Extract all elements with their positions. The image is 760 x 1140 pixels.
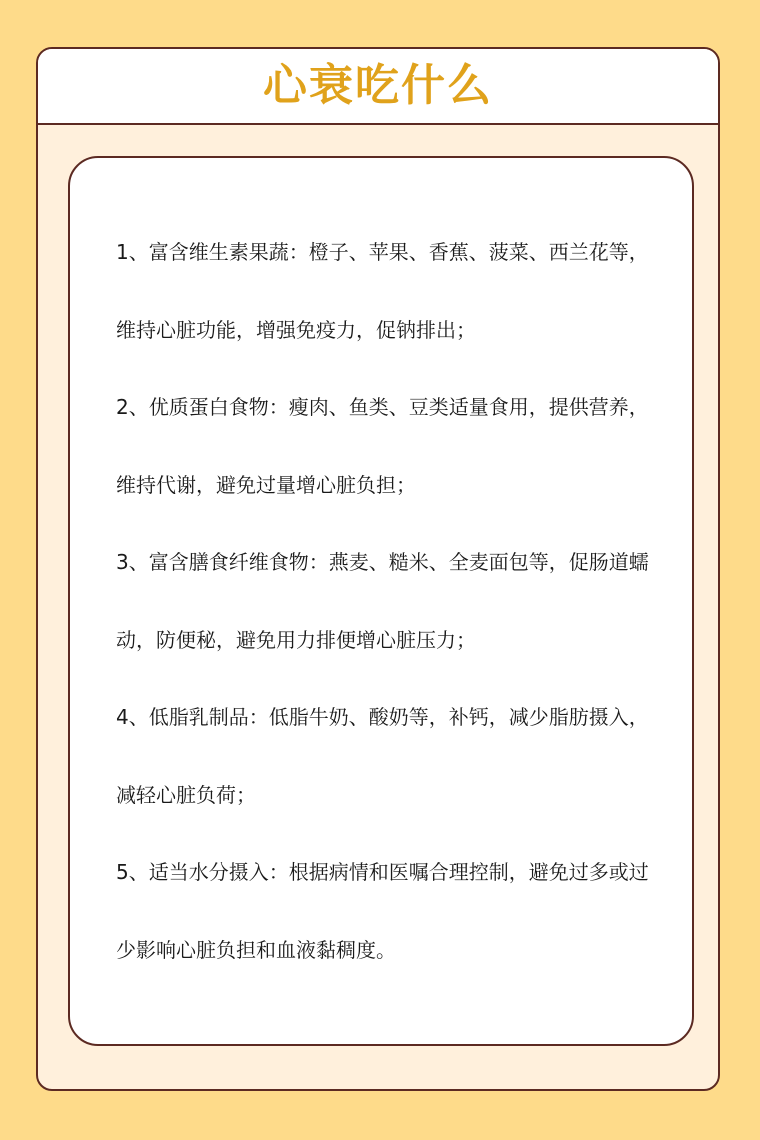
content-panel — [68, 156, 694, 1046]
info-card — [36, 47, 720, 1091]
card-header — [38, 49, 718, 125]
food-list — [116, 214, 652, 989]
list-item-4: 4、低脂乳制品：低脂牛奶、酸奶等，补钙，减少脂肪摄入，减轻心脏负荷； — [116, 705, 649, 807]
page-title: 心衰吃什么 — [263, 60, 493, 111]
list-item-2: 2、优质蛋白食物：瘦肉、鱼类、豆类适量食用，提供营养，维持代谢，避免过量增心脏负担； — [116, 395, 649, 497]
list-item-3: 3、富含膳食纤维食物：燕麦、糙米、全麦面包等，促肠道蠕动，防便秘，避免用力排便增心脏压力； — [116, 550, 649, 652]
list-item-5: 5、适当水分摄入：根据病情和医嘱合理控制，避免过多或过少影响心脏负担和血液黏稠度。 — [116, 860, 649, 962]
list-item-1: 1、富含维生素果蔬：橙子、苹果、香蕉、菠菜、西兰花等，维持心脏功能，增强免疫力，促钠排出； — [116, 240, 649, 342]
